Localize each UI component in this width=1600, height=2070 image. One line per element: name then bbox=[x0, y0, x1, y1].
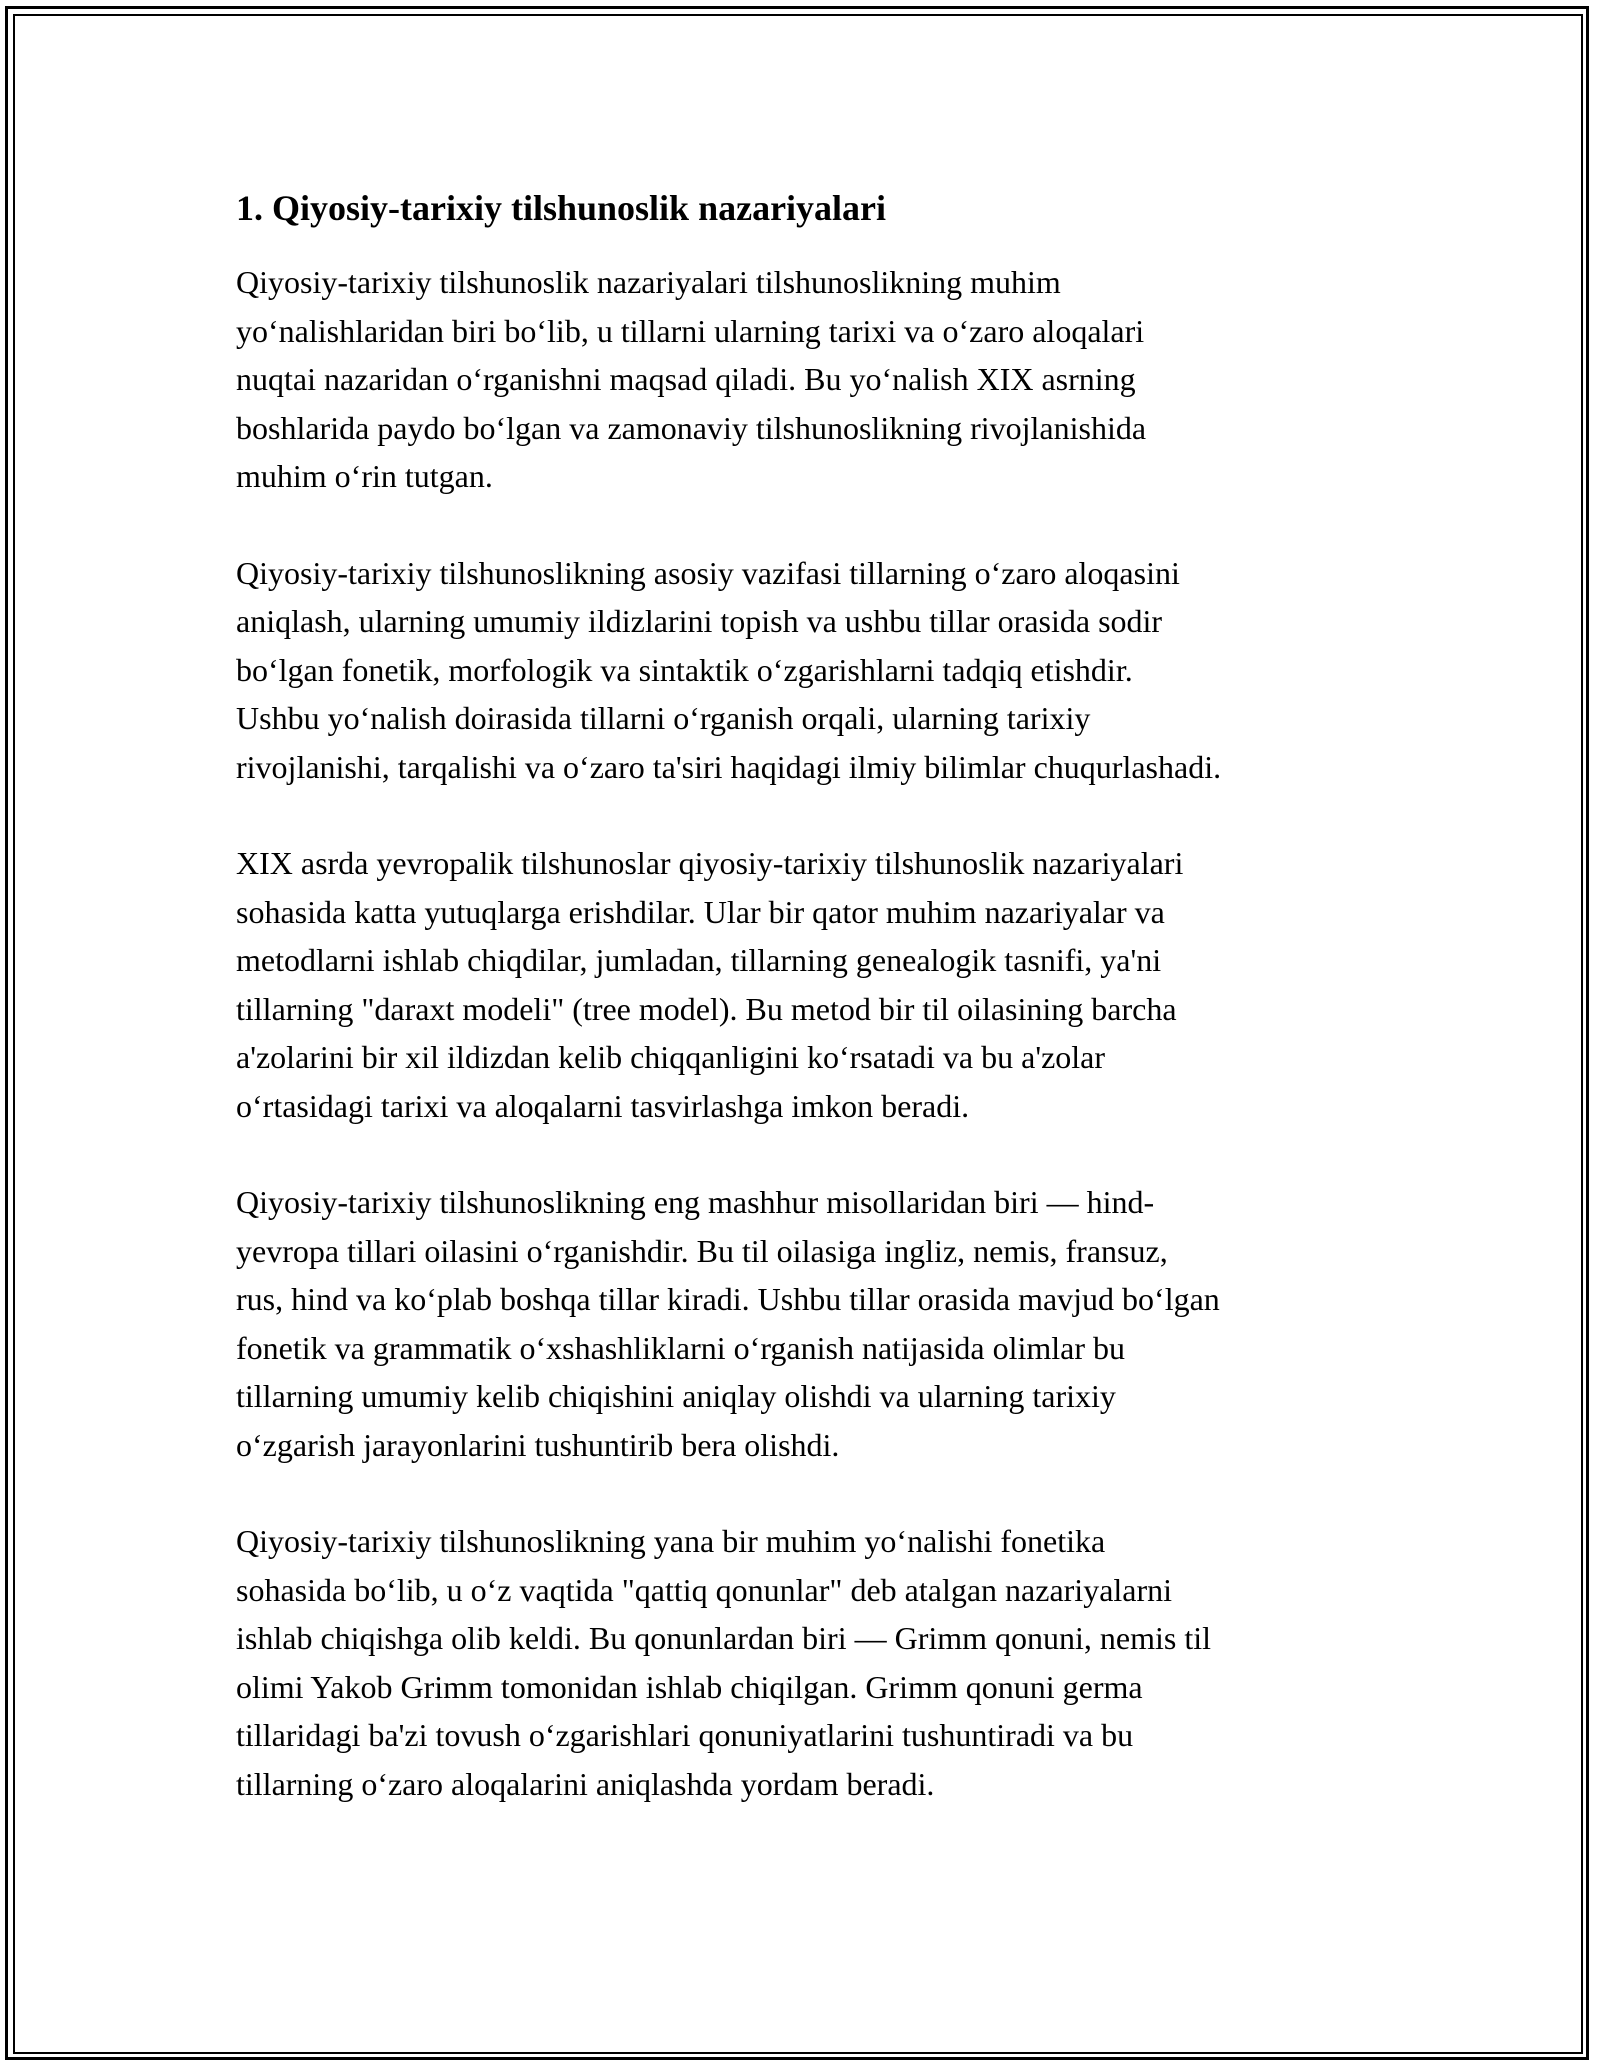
document-body bbox=[236, 185, 1386, 1856]
text-line: sohasida bo‘lib, u o‘z vaqtida "qattiq qonunlar" deb atalgan nazariyalarni bbox=[236, 1571, 1173, 1608]
text-line: fonetik va grammatik o‘xshashliklarni o‘rganish natijasida olimlar bu bbox=[236, 1329, 1125, 1366]
text-line: muhim o‘rin tutgan. bbox=[236, 458, 493, 494]
text-line: Qiyosiy-tarixiy tilshunoslik nazariyalari tilshunoslikning muhim bbox=[236, 264, 1061, 300]
text-line: tillarning umumiy kelib chiqishini aniqlay olishdi va ularning tarixiy bbox=[236, 1378, 1116, 1414]
paragraph-3 bbox=[236, 839, 1386, 1130]
text-line: Qiyosiy-tarixiy tilshunoslikning yana bir muhim yo‘nalishi fonetika bbox=[236, 1523, 1106, 1559]
text-line: rivojlanishi, tarqalishi va o‘zaro ta'siri haqidagi ilmiy bilimlar chuqurlashadi. bbox=[236, 748, 1222, 785]
text-line: a'zolarini bir xil ildizdan kelib chiqqanligini ko‘rsatadi va bu a'zolar bbox=[236, 1039, 1106, 1075]
text-line: o‘rtasidagi tarixi va aloqalarni tasvirlashga imkon beradi. bbox=[236, 1087, 970, 1124]
text-line: rus, hind va ko‘plab boshqa tillar kiradi. Ushbu tillar orasida mavjud bo‘lgan bbox=[236, 1281, 1220, 1317]
text-line: metodlarni ishlab chiqdilar, jumladan, tillarning genealogik tasnifi, ya'ni bbox=[236, 942, 1162, 978]
paragraph-2 bbox=[236, 549, 1386, 792]
text-line: Ushbu yo‘nalish doirasida tillarni o‘rganish orqali, ularning tarixiy bbox=[236, 700, 1091, 736]
text-line: XIX asrda yevropalik tilshunoslar qiyosiy-tarixiy tilshunoslik nazariyalari bbox=[236, 845, 1184, 881]
text-line: olimi Yakob Grimm tomonidan ishlab chiqilgan. Grimm qonuni germa bbox=[236, 1668, 1143, 1705]
text-line: boshlarida paydo bo‘lgan va zamonaviy tilshunoslikning rivojlanishida bbox=[236, 409, 1147, 446]
text-line: nuqtai nazaridan o‘rganishni maqsad qiladi. Bu yo‘nalish XIX asrning bbox=[236, 361, 1136, 397]
paragraph-5 bbox=[236, 1517, 1386, 1808]
text-line: yevropa tillari oilasini o‘rganishdir. Bu til oilasiga ingliz, nemis, fransuz, bbox=[236, 1232, 1168, 1269]
paragraph-1 bbox=[236, 258, 1386, 501]
text-line: aniqlash, ularning umumiy ildizlarini topish va ushbu tillar orasida sodir bbox=[236, 603, 1163, 639]
paragraph-4 bbox=[236, 1178, 1386, 1469]
text-line: bo‘lgan fonetik, morfologik va sintaktik o‘zgarishlarni tadqiq etishdir. bbox=[236, 651, 1133, 688]
text-line: Qiyosiy-tarixiy tilshunoslikning eng mashhur misollaridan biri — hind- bbox=[236, 1184, 1155, 1220]
text-line: sohasida katta yutuqlarga erishdilar. Ular bir qator muhim nazariyalar va bbox=[236, 893, 1165, 930]
text-line: tillarning o‘zaro aloqalarini aniqlashda yordam beradi. bbox=[236, 1765, 935, 1802]
text-line: ishlab chiqishga olib keldi. Bu qonunlardan biri — Grimm qonuni, nemis til bbox=[236, 1620, 1212, 1656]
text-line: tillarning "daraxt modeli" (tree model). Bu metod bir til oilasining barcha bbox=[236, 990, 1177, 1027]
text-line: Qiyosiy-tarixiy tilshunoslikning asosiy vazifasi tillarning o‘zaro aloqasini bbox=[236, 554, 1180, 591]
text-line: o‘zgarish jarayonlarini tushuntirib bera olishdi. bbox=[236, 1426, 840, 1463]
text-line: tillaridagi ba'zi tovush o‘zgarishlari qonuniyatlarini tushuntiradi va bu bbox=[236, 1717, 1134, 1753]
document-title: 1. Qiyosiy-tarixiy tilshunoslik nazariyalari bbox=[236, 188, 887, 228]
text-line: yo‘nalishlaridan biri bo‘lib, u tillarni ularning tarixi va o‘zaro aloqalari bbox=[236, 312, 1145, 349]
